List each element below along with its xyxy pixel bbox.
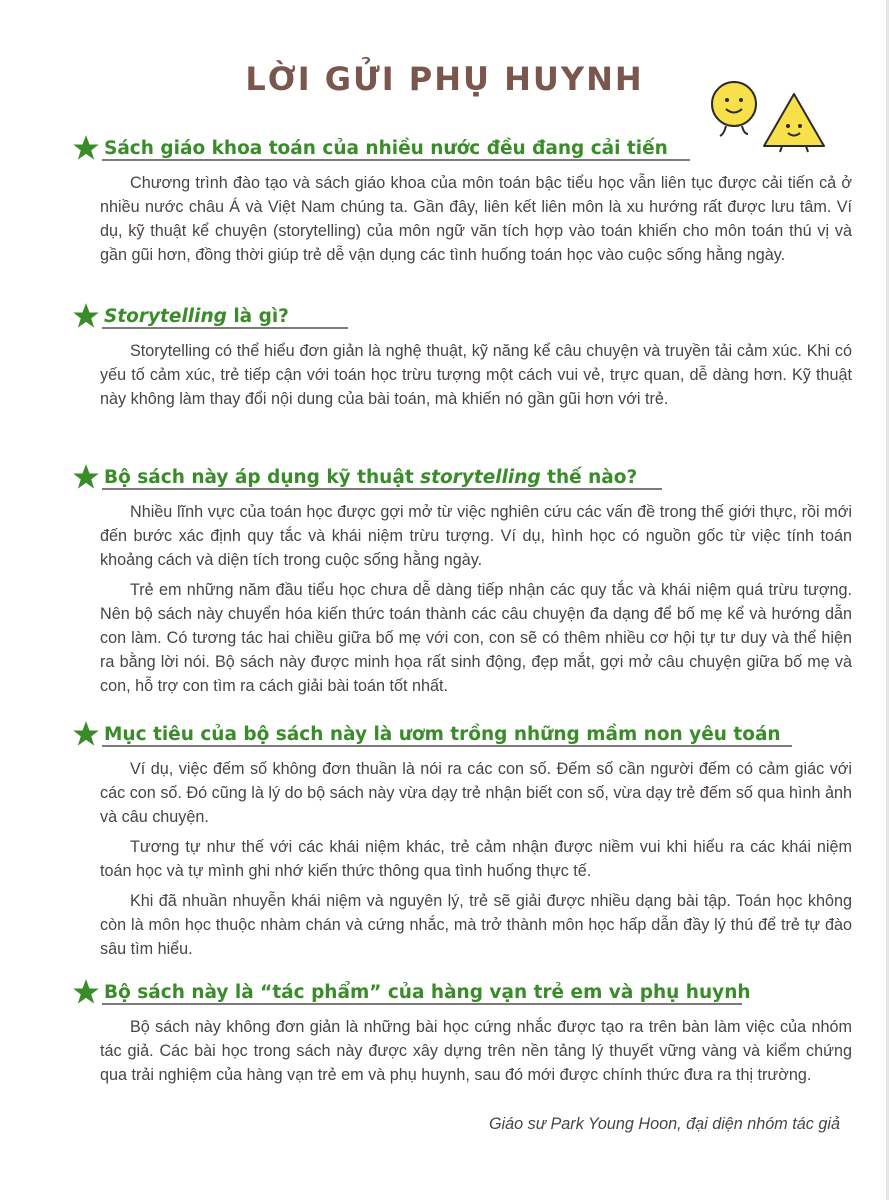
smiley-circle-mascot — [712, 82, 756, 126]
heading-italic-text: storytelling — [420, 466, 541, 488]
section-4 — [72, 719, 852, 961]
paragraph: Chương trình đào tạo và sách giáo khoa của môn toán bậc tiểu học vẫn liên tục được cải tiến cả ở nhiều nước châu Á và Việt Nam chúng ta. Gần đây, liên kết liên môn là xu hướng rất được lưu tâm. Ví dụ, kỹ thuật kể chuyện (storytelling) của môn ngữ văn tích hợp vào toán khiến cho môn toán thú vị và gần gũi hơn, đồng thời giúp trẻ dễ vận dụng các tình huống toán học vào cuộc sống hằng ngày. — [100, 174, 852, 264]
paragraph: Khi đã nhuần nhuyễn khái niệm và nguyên lý, trẻ sẽ giải được nhiều dạng bài tập. Toán học không còn là môn học thuộc nhàm chán và cứng nhắc, mà trở thành môn học hấp dẫn đầy lý thú để trẻ tự đào sâu tìm hiểu. — [100, 892, 852, 958]
heading-text: Bộ sách này áp dụng kỹ thuật — [104, 466, 421, 488]
paragraph: Storytelling có thể hiểu đơn giản là nghệ thuật, kỹ năng kể câu chuyện và truyền tải cảm xúc. Khi có yếu tố cảm xúc, trẻ tiếp cận với toán học trừu tượng một cách vui vẻ, trực quan, dễ dàng hơn. Kỹ thuật này không làm thay đổi nội dung của bài toán, mà khiến nó gần gũi hơn với trẻ. — [100, 342, 852, 408]
star-icon — [72, 463, 100, 491]
section-heading — [72, 719, 852, 749]
section-heading — [72, 977, 852, 1007]
heading-italic-text: Storytelling — [104, 305, 227, 327]
heading-text-suffix: thế nào? — [540, 466, 638, 488]
star-icon — [72, 720, 100, 748]
heading-text: Sách giáo khoa toán của nhiều nước đều đang cải tiến — [104, 137, 668, 159]
star-icon — [72, 978, 100, 1006]
star-icon — [72, 302, 100, 330]
heading-text: là gì? — [226, 305, 289, 327]
paragraph: Trẻ em những năm đầu tiểu học chưa dễ dàng tiếp nhận các quy tắc và khái niệm quá trừu tượng. Nên bộ sách này chuyển hóa kiến thức toán thành các câu chuyện đa dạng để bố mẹ kể và hướng dẫn con làm. Có tương tác hai chiều giữa bố mẹ với con, con sẽ có thêm nhiều cơ hội tự tư duy và thể hiện ra bằng lời nói. Bộ sách này được minh họa rất sinh động, đẹp mắt, gợi mở câu chuyện giữa bố mẹ và con, hỗ trợ con tìm ra cách giải bài toán tốt nhất. — [100, 581, 852, 695]
paragraph: Nhiều lĩnh vực của toán học được gợi mở từ việc nghiên cứu các vấn đề trong thế giới thực, rồi mới đến bước xác định quy tắc và khái niệm trừu tượng. Ví dụ, hình học có nguồn gốc từ việc tính toán khoảng cách và diện tích trong cuộc sống hằng ngày. — [100, 503, 852, 569]
star-icon — [72, 134, 100, 162]
section-3 — [72, 462, 852, 698]
section-5 — [72, 977, 852, 1087]
page-title: LỜI GỬI PHỤ HUYNH — [245, 60, 644, 98]
section-2 — [72, 301, 852, 411]
section-1 — [72, 133, 852, 267]
author-signature: Giáo sư Park Young Hoon, đại diện nhóm tác giả — [488, 1115, 840, 1133]
paragraph: Bộ sách này không đơn giản là những bài học cứng nhắc được tạo ra trên bàn làm việc của nhóm tác giả. Các bài học trong sách này được xây dựng trên nền tảng lý thuyết vững vàng và kiểm chứng qua trải nghiệm của hàng vạn trẻ em và phụ huynh, sau đó mới được chính thức đưa ra thị trường. — [100, 1018, 852, 1084]
section-heading — [72, 301, 852, 331]
heading-text: Mục tiêu của bộ sách này là ươm trồng những mầm non yêu toán — [104, 723, 781, 745]
paragraph: Tương tự như thế với các khái niệm khác, trẻ cảm nhận được niềm vui khi hiểu ra các khái niệm toán học và tự mình ghi nhớ kiến thức thông qua tình huống thực tế. — [100, 838, 852, 880]
section-heading — [72, 133, 852, 163]
paragraph: Ví dụ, việc đếm số không đơn thuần là nói ra các con số. Đếm số cần người đếm có cảm giác với các con số. Đó cũng là lý do bộ sách này vừa dạy trẻ nhận biết con số, vừa dạy trẻ đếm số qua hình ảnh và câu chuyện. — [100, 760, 852, 826]
section-heading — [72, 462, 852, 492]
heading-text: Bộ sách này là “tác phẩm” của hàng vạn trẻ em và phụ huynh — [104, 981, 751, 1003]
